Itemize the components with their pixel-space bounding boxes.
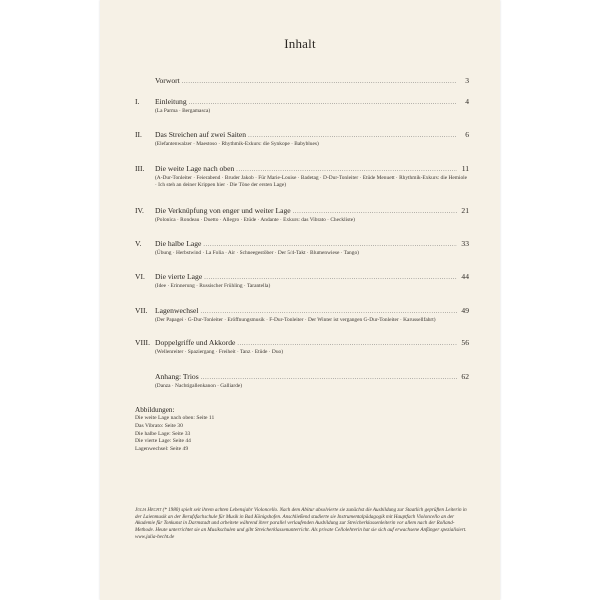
- illustration-item: Lagenwechsel: Seite 49: [135, 446, 189, 453]
- toc-entry-line: [135, 338, 469, 349]
- chapter-title: Die weite Lage nach oben: [155, 163, 235, 173]
- page-number: 6: [465, 130, 469, 140]
- dot-leader: [182, 76, 457, 87]
- chapter-title: Die Verknüpfung von enger und weiter Lage: [155, 205, 291, 215]
- author-name: Julia Hecht: [135, 507, 162, 513]
- chapter-contents: (Wellenreiter · Spaziergang · Freiheit · Tanz · Etüde · Duo): [155, 349, 284, 356]
- toc-entry-line: [135, 130, 469, 141]
- page-number: 33: [461, 239, 469, 249]
- toc-entry: [135, 372, 469, 390]
- chapter-number: VII.: [135, 305, 148, 315]
- chapter-number: VI.: [135, 272, 145, 282]
- chapter-contents: (A-Dur-Tonleiter · Feierabend · Bruder Jakob · Für Marie-Louise · Badetag · D-Dur-Tonleiter · Etüde Menuett · Rhythmik-Exkurs: die Hemiole · Ich steh an deiner Krippen hier · Die Töne der ersten Lage): [155, 174, 468, 189]
- toc-entry: [135, 76, 469, 87]
- page-number: 49: [461, 305, 469, 315]
- toc-entry-line: [135, 164, 469, 175]
- dot-leader: [204, 272, 457, 283]
- toc-entry: [135, 306, 469, 324]
- chapter-title: Doppelgriffe und Akkorde: [155, 338, 236, 348]
- dot-leader: [236, 164, 457, 175]
- page-number: 4: [465, 97, 469, 106]
- dot-leader: [203, 239, 457, 250]
- chapter-number: I.: [135, 97, 140, 106]
- illustrations-heading: Abbildungen:: [135, 406, 175, 414]
- page-number: 11: [461, 163, 469, 173]
- dot-leader: [189, 97, 457, 108]
- chapter-contents: (Polonica · Rondeau · Duetto · Allegro · Etüde · Andante · Exkurs: das Vibrato · Checkliste): [155, 216, 355, 223]
- page-number: 3: [465, 76, 469, 85]
- page-number: 44: [461, 272, 469, 282]
- toc-entry: [135, 239, 469, 257]
- dot-leader: [200, 306, 457, 317]
- dot-leader: [248, 130, 457, 141]
- document-page: [100, 0, 500, 600]
- page-number: 62: [461, 371, 469, 381]
- toc-entry: [135, 97, 469, 115]
- chapter-title: Die vierte Lage: [155, 272, 203, 282]
- chapter-title: Lagenwechsel: [155, 305, 199, 315]
- illustrations-list: [135, 405, 335, 454]
- toc-entry: [135, 206, 469, 224]
- illustration-item: Die halbe Lage: Seite 33: [135, 430, 191, 437]
- toc-entry-line: [135, 97, 469, 108]
- illustration-item: Die vierte Lage: Seite 44: [135, 438, 191, 445]
- chapter-number: IV.: [135, 205, 144, 215]
- chapter-title: Die halbe Lage: [155, 239, 202, 249]
- chapter-contents: (La Parma · Bergamasca): [155, 108, 211, 114]
- illustration-item: Die weite Lage nach oben: Seite 11: [135, 415, 215, 421]
- toc-entry-line: [135, 206, 469, 217]
- toc-entry-line: [135, 239, 469, 250]
- toc-entry-line: [135, 372, 469, 383]
- author-bio-text: (* 1980) spielt seit ihrem achten Lebensjahr Violoncello. Nach dem Abitur absolvierte sie zunächst die Ausbildung zur Staatlich geprüften Leiterin in der Laienmusik an der Berufsfachschule für Musik in Bad Königshofen. Anschließend studierte sie Instrumentalpädagogik mit Hauptfach Violoncello an der Akademie für Tonkunst in Darmstadt und arbeitete während ihrer parallel verlaufenden Ausbildung zur Streicherklassenleiterin vor allem nach der Rolland-Methode. Heute unterrichtet sie an Musikschulen und gibt Streicherklassenunterricht. Als private Cellolehrerin hat sie sich auf erwachsene Anfänger spezialisiert.: [135, 507, 467, 534]
- dot-leader: [237, 338, 457, 349]
- chapter-contents: (Übung · Herbstwind · La Folia · Air · Schneegestöber · Der 5/4-Takt · Blumenwiese · Tango): [155, 250, 359, 257]
- chapter-number: III.: [135, 163, 145, 173]
- chapter-contents: (Elefantenwalzer · Maestoso · Rhythmik-Exkurs: die Synkope · Babyblues): [155, 141, 319, 148]
- toc-entry: [135, 338, 469, 356]
- dot-leader: [201, 372, 457, 383]
- chapter-contents: (Idee · Erinnerung · Russischer Frühling · Tarantella): [155, 283, 271, 290]
- chapter-title: Anhang: Trios: [155, 371, 199, 381]
- illustration-item: Das Vibrato: Seite 30: [135, 422, 183, 429]
- dot-leader: [293, 206, 457, 217]
- chapter-contents: (Danza · Nachtigallenkanon · Galliarde): [155, 382, 243, 389]
- page-number: 21: [461, 205, 469, 215]
- page-title: Inhalt: [284, 36, 316, 51]
- toc-entry: [135, 164, 469, 190]
- chapter-title: Vorwort: [155, 76, 180, 85]
- toc-entry: [135, 272, 469, 290]
- toc-entry-line: [135, 272, 469, 283]
- chapter-number: V.: [135, 239, 142, 249]
- toc-entry-line: [135, 306, 469, 317]
- toc-entry-line: [135, 76, 469, 87]
- chapter-number: II.: [135, 130, 142, 140]
- author-bio: [135, 507, 469, 541]
- page-number: 56: [461, 338, 469, 348]
- author-url: www.julia-hecht.de: [135, 533, 175, 540]
- chapter-title: Das Streichen auf zwei Saiten: [155, 130, 247, 140]
- chapter-number: VIII.: [135, 338, 150, 348]
- toc-entry: [135, 130, 469, 148]
- chapter-contents: (Der Papagei · G-Dur-Tonleiter · Eröffnungsmusik · F-Dur-Tonleiter · Der Winter ist vergangen G-Dur-Tonleiter · Karussellfahrt): [155, 316, 436, 323]
- table-of-contents: [135, 76, 469, 390]
- chapter-title: Einleitung: [155, 97, 187, 106]
